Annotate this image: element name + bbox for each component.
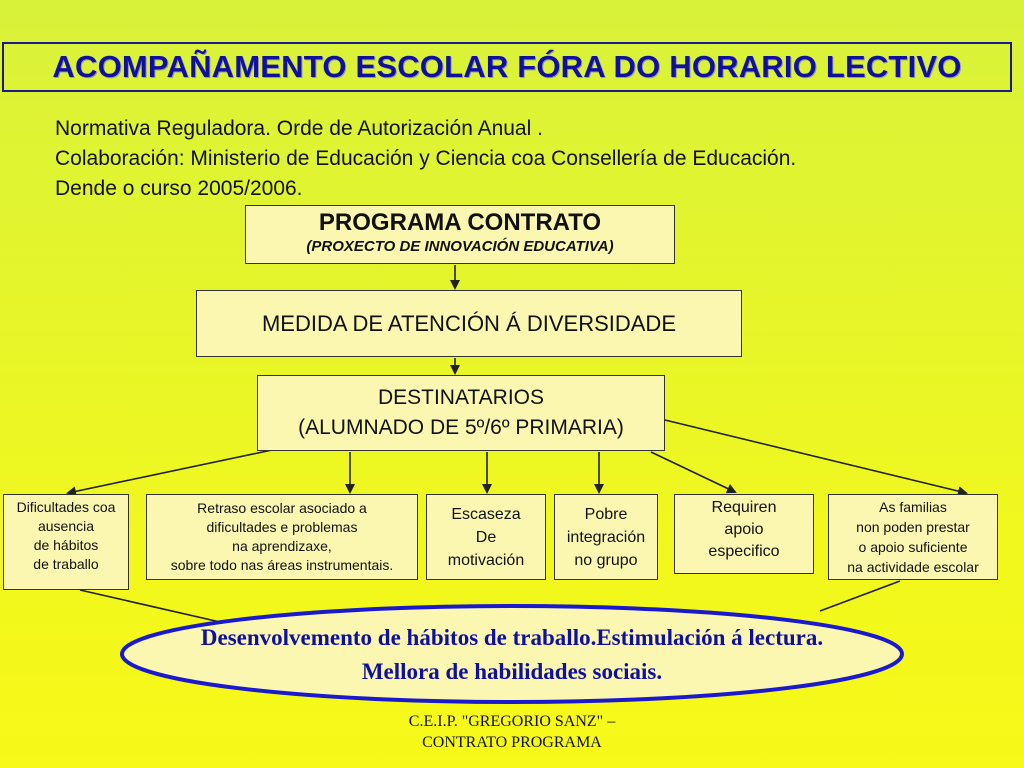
destinatarios-title: DESTINATARIOS [377, 386, 545, 409]
cause-line: Requiren [711, 499, 777, 516]
intro-text [55, 114, 796, 204]
intro-line-curso: Dende o curso 2005/2006. [55, 177, 303, 200]
page-title: ACOMPAÑAMENTO ESCOLAR FÓRA DO HORARIO LECTIVO [2, 42, 1012, 92]
arrow-dest-cause-1 [68, 450, 272, 493]
cause-line: Retraso escolar asociado a [197, 500, 367, 516]
cause-line: non poden prestar [856, 519, 970, 535]
cause-line: ausencia [37, 518, 95, 534]
cause-line: Dificultades coa [16, 499, 116, 515]
cause-line: Pobre [584, 506, 628, 523]
cause-line: de hábitos [33, 537, 99, 553]
cause-line: na aprendizaxe, [232, 538, 332, 554]
footer-school: C.E.I.P. "GREGORIO SANZ" – [408, 713, 616, 730]
cause-line: no grupo [574, 552, 638, 569]
footer-caption [380, 711, 644, 753]
programa-title: PROGRAMA CONTRATO [318, 209, 602, 236]
cause-line: apoio [724, 521, 764, 538]
goal-text [80, 621, 944, 689]
medida-box: MEDIDA DE ATENCIÓN Á DIVERSIDADE [196, 290, 742, 357]
cause-line: motivación [447, 552, 525, 569]
cause-line: Escaseza [451, 506, 521, 523]
programa-subtitle: (PROXECTO DE INNOVACIÓN EDUCATIVA) [306, 238, 614, 255]
intro-line-colaboracion: Colaboración: Ministerio de Educación y Ciencia coa Consellería de Educación. [55, 147, 797, 170]
cause-line: especifico [708, 543, 780, 560]
line-cause-1-goal [80, 590, 220, 622]
cause-line: De [475, 529, 497, 546]
cause-line: de traballo [33, 556, 99, 572]
cause-line: sobre todo nas áreas instrumentais. [170, 557, 394, 573]
cause-box-habitos [3, 494, 129, 590]
cause-line: As familias [879, 499, 947, 515]
cause-line: integración [566, 529, 646, 546]
footer-program: CONTRATO PROGRAMA [422, 734, 602, 751]
goal-line-habilidades: Mellora de habilidades sociais. [361, 659, 663, 684]
cause-box-familias [828, 494, 998, 580]
goal-line-habitos: Desenvolvemento de hábitos de traballo.Estimulación á lectura. [200, 625, 824, 650]
line-cause-6-goal [820, 581, 900, 611]
arrow-dest-cause-5 [651, 452, 735, 492]
cause-box-retraso [146, 494, 418, 580]
cause-line: na actividade escolar [847, 559, 979, 575]
cause-box-apoio [674, 494, 814, 574]
cause-box-motivacion [426, 494, 546, 580]
destinatarios-box [257, 375, 665, 451]
intro-line-normativa: Normativa Reguladora. Orde de Autorización Anual . [55, 117, 543, 140]
arrow-dest-cause-6 [665, 420, 966, 493]
programa-contrato-box [245, 205, 675, 264]
cause-line: o apoio suficiente [858, 539, 968, 555]
cause-box-integracion [554, 494, 658, 580]
destinatarios-subtitle: (ALUMNADO DE 5º/6º PRIMARIA) [298, 416, 624, 439]
cause-line: dificultades e problemas [206, 519, 358, 535]
